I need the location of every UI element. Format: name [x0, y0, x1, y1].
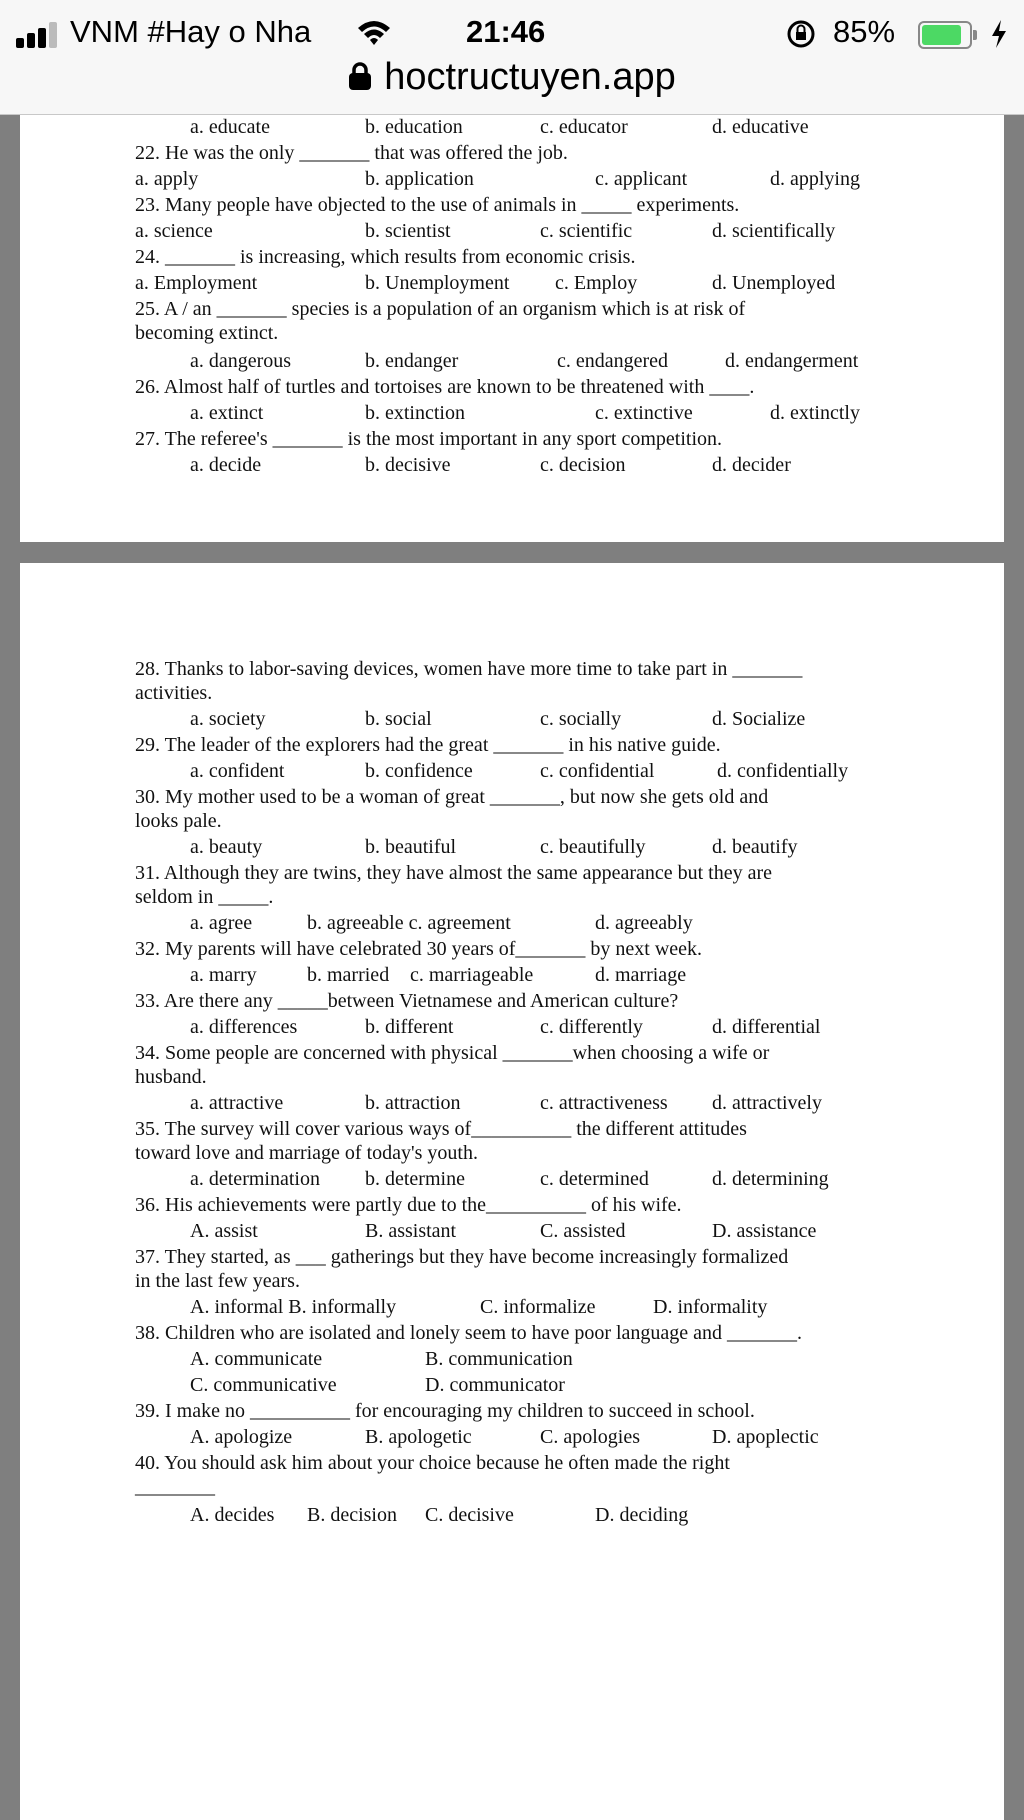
q38-option-d: D. communicator [425, 1374, 565, 1396]
q40-option-c: C. decisive [425, 1504, 514, 1526]
browser-chrome [0, 0, 1024, 115]
q25-option-a: a. dangerous [190, 350, 292, 372]
battery-percent: 85% [833, 14, 896, 49]
q22-option-c: c. applicant [595, 168, 688, 190]
q39-text: 39. I make no __________ for encouraging my children to succeed in school. [135, 1400, 755, 1422]
q24-option-d: d. Unemployed [712, 272, 836, 294]
q21-option-a: a. educate [190, 116, 270, 138]
q29-option-b: b. confidence [365, 760, 473, 782]
q26-text: 26. Almost half of turtles and tortoises are known to be threatened with ____. [135, 376, 755, 398]
q24-option-c: c. Employ [555, 272, 638, 294]
q28-option-a: a. society [190, 708, 266, 730]
q35-option-b: b. determine [365, 1168, 465, 1190]
q25-option-c: c. endangered [557, 350, 669, 372]
q39-option-d: D. apoplectic [712, 1426, 819, 1448]
q34-text-cont: husband. [135, 1066, 207, 1088]
battery-icon [918, 21, 972, 49]
q22-text: 22. He was the only _______ that was offered the job. [135, 142, 568, 164]
q23-option-d: d. scientifically [712, 220, 836, 242]
q35-option-c: c. determined [540, 1168, 649, 1190]
q35-text-cont: toward love and marriage of today's youth. [135, 1142, 478, 1164]
q38-text: 38. Children who are isolated and lonely seem to have poor language and _______. [135, 1322, 803, 1344]
q24-text: 24. _______ is increasing, which results from economic crisis. [135, 246, 636, 268]
q30-option-a: a. beauty [190, 836, 263, 858]
q37-text-cont: in the last few years. [135, 1270, 300, 1292]
q39-option-c: C. apologies [540, 1426, 640, 1448]
q31-option-d: d. agreeably [595, 912, 693, 934]
lock-icon [348, 61, 372, 91]
q31-option-bc: b. agreeable c. agreement [307, 912, 511, 934]
q27-text: 27. The referee's _______ is the most important in any sport competition. [135, 428, 723, 450]
q22-option-a: a. apply [135, 168, 199, 190]
q24-option-b: b. Unemployment [365, 272, 510, 294]
q33-text: 33. Are there any _____between Vietnamese and American culture? [135, 990, 679, 1012]
q30-text: 30. My mother used to be a woman of great _______, but now she gets old and [135, 786, 769, 808]
q29-option-c: c. confidential [540, 760, 655, 782]
q27-option-d: d. decider [712, 454, 791, 476]
q32-option-c: c. marriageable [410, 964, 534, 986]
q27-option-a: a. decide [190, 454, 262, 476]
q28-text: 28. Thanks to labor-saving devices, women have more time to take part in _______ [135, 658, 803, 680]
q32-text: 32. My parents will have celebrated 30 years of_______ by next week. [135, 938, 703, 960]
q26-option-d: d. extinctly [770, 402, 860, 424]
q22-option-d: d. applying [770, 168, 860, 190]
q24-option-a: a. Employment [135, 272, 258, 294]
q38-option-c: C. communicative [190, 1374, 337, 1396]
signal-icon [16, 22, 60, 48]
q33-option-b: b. different [365, 1016, 454, 1038]
q40-text: 40. You should ask him about your choice because he often made the right [135, 1452, 730, 1474]
q30-option-d: d. beautify [712, 836, 798, 858]
q21-option-b: b. education [365, 116, 463, 138]
q21-option-d: d. educative [712, 116, 809, 138]
q35-text: 35. The survey will cover various ways of__________ the different attitudes [135, 1118, 747, 1140]
q32-option-b: b. married [307, 964, 390, 986]
q23-option-b: b. scientist [365, 220, 451, 242]
q30-option-b: b. beautiful [365, 836, 457, 858]
carrier-name: VNM #Hay o Nha [70, 14, 312, 49]
q31-option-a: a. agree [190, 912, 253, 934]
q33-option-a: a. differences [190, 1016, 298, 1038]
q40-option-d: D. deciding [595, 1504, 689, 1526]
url-text: hoctructuyen.app [384, 56, 676, 98]
wifi-icon [356, 18, 392, 46]
document-page-1 [20, 115, 1004, 542]
q32-option-d: d. marriage [595, 964, 687, 986]
q28-option-d: d. Socialize [712, 708, 806, 730]
q31-text: 31. Although they are twins, they have almost the same appearance but they are [135, 862, 773, 884]
q38-option-b: B. communication [425, 1348, 573, 1370]
q40-option-a: A. decides [190, 1504, 275, 1526]
q28-option-c: c. socially [540, 708, 622, 730]
q35-option-d: d. determining [712, 1168, 829, 1190]
q40-option-b: B. decision [307, 1504, 397, 1526]
q40-text-cont: ________ [135, 1476, 215, 1498]
q23-text: 23. Many people have objected to the use of animals in _____ experiments. [135, 194, 740, 216]
q36-text: 36. His achievements were partly due to the__________ of his wife. [135, 1194, 682, 1216]
q26-option-a: a. extinct [190, 402, 264, 424]
q27-option-c: c. decision [540, 454, 626, 476]
q29-option-a: a. confident [190, 760, 285, 782]
q34-option-a: a. attractive [190, 1092, 284, 1114]
q30-option-c: c. beautifully [540, 836, 646, 858]
q37-option-ab: A. informal B. informally [190, 1296, 397, 1318]
q36-option-d: D. assistance [712, 1220, 817, 1242]
status-bar [0, 8, 1024, 54]
q33-option-c: c. differently [540, 1016, 643, 1038]
q26-option-b: b. extinction [365, 402, 465, 424]
q37-option-c: C. informalize [480, 1296, 596, 1318]
address-bar[interactable] [0, 56, 1024, 104]
q23-option-c: c. scientific [540, 220, 633, 242]
q23-option-a: a. science [135, 220, 213, 242]
q34-option-b: b. attraction [365, 1092, 461, 1114]
q34-option-c: c. attractiveness [540, 1092, 668, 1114]
document-page-2 [20, 563, 1004, 1820]
q21-option-c: c. educator [540, 116, 628, 138]
q25-text: 25. A / an _______ species is a population of an organism which is at risk of [135, 298, 746, 320]
q39-option-b: B. apologetic [365, 1426, 472, 1448]
q38-option-a: A. communicate [190, 1348, 323, 1370]
q31-text-cont: seldom in _____. [135, 886, 274, 908]
q29-option-d: d. confidentially [717, 760, 849, 782]
clock: 21:46 [466, 14, 546, 49]
q25-option-b: b. endanger [365, 350, 459, 372]
q36-option-a: A. assist [190, 1220, 258, 1242]
q34-text: 34. Some people are concerned with physical _______when choosing a wife or [135, 1042, 770, 1064]
q39-option-a: A. apologize [190, 1426, 293, 1448]
q36-option-c: C. assisted [540, 1220, 626, 1242]
q36-option-b: B. assistant [365, 1220, 457, 1242]
q37-option-d: D. informality [653, 1296, 768, 1318]
q32-option-a: a. marry [190, 964, 257, 986]
q27-option-b: b. decisive [365, 454, 451, 476]
q22-option-b: b. application [365, 168, 474, 190]
charging-icon [990, 20, 1008, 48]
q28-option-b: b. social [365, 708, 432, 730]
q34-option-d: d. attractively [712, 1092, 822, 1114]
q28-text-cont: activities. [135, 682, 213, 704]
q37-text: 37. They started, as ___ gatherings but they have become increasingly formalized [135, 1246, 789, 1268]
q25-option-d: d. endangerment [725, 350, 859, 372]
q26-option-c: c. extinctive [595, 402, 693, 424]
q30-text-cont: looks pale. [135, 810, 222, 832]
q29-text: 29. The leader of the explorers had the great _______ in his native guide. [135, 734, 721, 756]
rotation-lock-icon [785, 18, 817, 50]
q25-text-cont: becoming extinct. [135, 322, 279, 344]
q35-option-a: a. determination [190, 1168, 320, 1190]
q33-option-d: d. differential [712, 1016, 821, 1038]
